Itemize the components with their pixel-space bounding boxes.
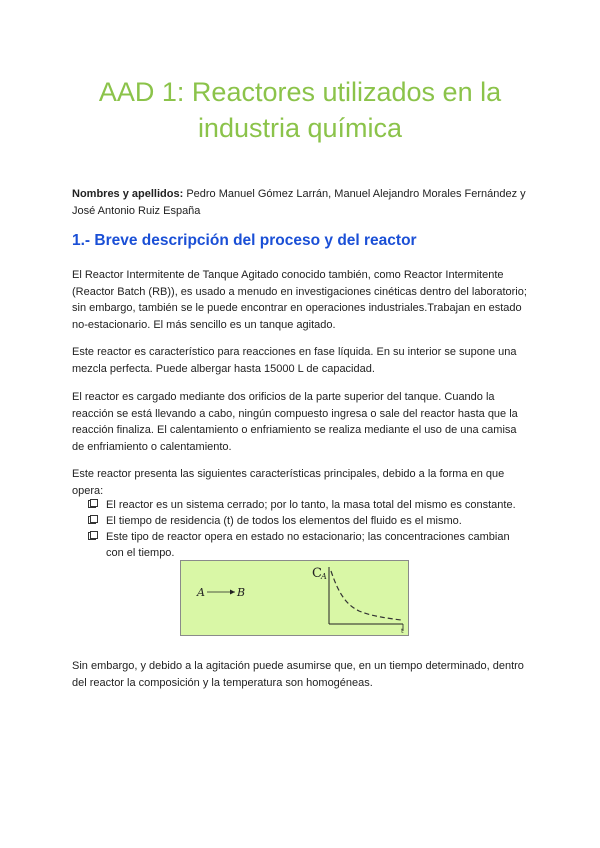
paragraph-intro: El Reactor Intermitente de Tanque Agitado conocido también, como Reactor Intermitente (Reactor Batch (RB)), es usado a menudo en investigaciones cinéticas dentro del laboratorio; sin embargo, también se le puede encontrar en operaciones industriales.Trabajan en estado no-estacionario. El más sencillo es un tanque agitado. [72, 269, 527, 331]
list-item [88, 529, 528, 561]
list-item-text: El reactor es un sistema cerrado; por lo tanto, la masa total del mismo es constante. [106, 499, 516, 511]
authors-line [72, 186, 542, 220]
reaction-a-label: A [197, 586, 205, 599]
characteristics-list [88, 497, 528, 561]
paragraph-liquid-phase: Este reactor es característico para reacciones en fase líquida. En su interior se supone una mezcla perfecta. Puede albergar hasta 15000 L de capacidad. [72, 346, 517, 375]
section-heading: 1.- Breve descripción del proceso y del reactor [72, 232, 417, 249]
t-label: t [401, 628, 404, 635]
reaction-b-label: B [237, 586, 246, 599]
reaction-figure [180, 560, 409, 636]
list-item-text: Este tipo de reactor opera en estado no estacionario; las concentraciones cambian con el tiempo. [106, 531, 510, 559]
concentration-subscript: A [321, 572, 327, 581]
list-item [88, 497, 528, 513]
authors-names: Pedro Manuel Gómez Larrán, Manuel Alejandro Morales Fernández y José Antonio Ruiz España [72, 188, 526, 217]
list-item [88, 513, 528, 529]
paragraph-loading: El reactor es cargado mediante dos orificios de la parte superior del tanque. Cuando la reacción se está llevando a cabo, ningún compuesto ingresa o sale del reactor hasta que la reacción finaliza. El calentamiento o enfriamiento se realiza mediante el uso de una camisa de enfriamiento o calentamiento. [72, 391, 518, 453]
concentration-decay-curve [331, 571, 401, 620]
title-line-1: AAD 1: Reactores utilizados en la [98, 77, 502, 107]
reaction-diagram [181, 561, 408, 635]
checkbox-bullet-icon [88, 516, 96, 524]
concentration-label: C [312, 566, 322, 581]
list-item-text: El tiempo de residencia (t) de todos los elementos del fluido es el mismo. [106, 515, 462, 527]
list-intro: Este reactor presenta las siguientes características principales, debido a la forma en que opera: [72, 468, 505, 497]
reaction-arrow-head-icon [230, 590, 235, 595]
authors-label: Nombres y apellidos: [72, 188, 184, 200]
title-line-2: industria química [197, 113, 403, 143]
checkbox-bullet-icon [88, 500, 96, 508]
page-title [40, 74, 560, 146]
checkbox-bullet-icon [88, 532, 96, 540]
paragraph-closing: Sin embargo, y debido a la agitación puede asumirse que, en un tiempo determinado, dentro del reactor la composición y la temperatura son homogéneas. [72, 660, 524, 689]
